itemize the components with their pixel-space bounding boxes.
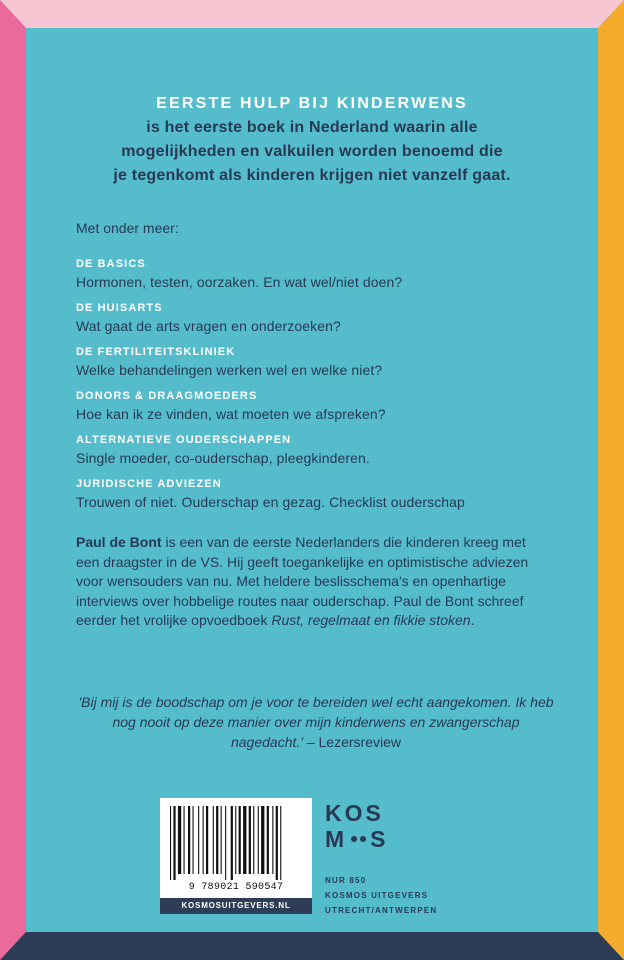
topic-donors	[76, 388, 556, 425]
bio-end: .	[470, 612, 475, 629]
list-lead: Met onder meer:	[76, 220, 179, 236]
barcode-box	[160, 798, 312, 912]
topic-description: Hoe kan ik ze vinden, wat moeten we afspreken?	[76, 406, 386, 422]
intro-text	[52, 116, 572, 188]
logo-line-1: KOS	[325, 800, 384, 826]
intro-line: is het eerste boek in Nederland waarin alle	[146, 119, 478, 136]
barcode-bar	[258, 806, 259, 874]
topic-description: Hormonen, testen, oorzaken. En wat wel/niet doen?	[76, 274, 403, 290]
barcode-bar	[231, 806, 233, 880]
reader-quote	[76, 692, 556, 752]
barcode-bar	[239, 806, 241, 874]
topic-huisarts	[76, 300, 556, 337]
topic-basics	[76, 256, 556, 293]
barcode-bar	[249, 806, 251, 874]
barcode-bar	[280, 806, 281, 880]
bio-text: is een van de eerste Nederlanders die kinderen kreeg met een draagster in de VS. Hij geeft toegankelijke en optimistische adviezen voor wensouders van nu. Met heldere beslisschema's en openhartige interviews over hobbelige routes naar ouderschap. Paul de Bont schreef eerder het vrolijke opvoedboek	[76, 534, 529, 629]
barcode-bar	[276, 806, 278, 880]
barcode-bar	[225, 806, 226, 880]
intro-line: mogelijkheden en valkuilen worden benoemd die	[121, 143, 503, 160]
barcode-bar	[243, 806, 246, 874]
previous-book-title: Rust, regelmaat en fikkie stoken	[271, 612, 471, 629]
topic-title: DE HUISARTS	[76, 302, 163, 314]
barcode-bar	[213, 806, 214, 874]
topic-title: DONORS & DRAAGMOEDERS	[76, 390, 258, 402]
topic-description: Single moeder, co-ouderschap, pleegkinderen.	[76, 450, 370, 466]
topic-juridische-adviezen	[76, 476, 556, 513]
topic-alternatieve-ouderschappen	[76, 432, 556, 469]
barcode-bar	[272, 806, 273, 874]
barcode-bar	[198, 806, 199, 874]
barcode-bar	[178, 806, 181, 874]
website-label: KOSMOSUITGEVERS.NL	[160, 898, 312, 914]
topic-title: JURIDISCHE ADVIEZEN	[76, 478, 222, 490]
barcode-bar	[193, 806, 194, 874]
nur-code: NUR 850	[325, 876, 367, 885]
barcode-bar	[170, 806, 171, 880]
author-bio	[76, 533, 546, 631]
barcode-bar	[203, 806, 204, 874]
barcode-bar	[216, 806, 218, 874]
topic-title: DE FERTILITEITSKLINIEK	[76, 346, 236, 358]
topic-title: DE BASICS	[76, 258, 146, 270]
barcode-bar	[267, 806, 269, 874]
intro-line: je tegenkomt als kinderen krijgen niet vanzelf gaat.	[113, 167, 511, 184]
topic-list	[76, 256, 556, 520]
kosmos-logo	[325, 800, 395, 860]
barcode-bars	[170, 806, 302, 880]
publisher-name: KOSMOS UITGEVERS	[325, 891, 429, 900]
barcode-bar	[235, 806, 236, 874]
barcode-bar	[221, 806, 222, 874]
isbn-number: 9 789021 590547	[188, 882, 284, 893]
topic-fertiliteitskliniek	[76, 344, 556, 381]
topic-description: Trouwen of niet. Ouderschap en gezag. Checklist ouderschap	[76, 494, 465, 510]
publisher-imprint	[325, 873, 437, 918]
topic-description: Wat gaat de arts vragen en onderzoeken?	[76, 318, 341, 334]
publisher-location: UTRECHT/ANTWERPEN	[325, 906, 438, 915]
quote-text: 'Bij mij is de boodschap om je voor te bereiden wel echt aangekomen. Ik heb nog nooit op deze manier over mijn kinderwens en zwangerschap nagedacht.'	[78, 694, 554, 750]
topic-title: ALTERNATIEVE OUDERSCHAPPEN	[76, 434, 292, 446]
intro-block	[52, 92, 572, 188]
topic-description: Welke behandelingen werken wel en welke niet?	[76, 362, 383, 378]
logo-dots	[351, 836, 366, 842]
barcode-bar	[184, 806, 185, 874]
book-title: EERSTE HULP BIJ KINDERWENS	[156, 95, 468, 112]
logo-line-2: M S	[325, 826, 389, 852]
quote-source: – Lezersreview	[302, 734, 401, 750]
barcode-bar	[261, 806, 264, 874]
barcode-bar	[173, 806, 175, 880]
author-name: Paul de Bont	[76, 534, 162, 550]
barcode-bar	[206, 806, 208, 874]
barcode-bar	[253, 806, 254, 874]
barcode-bar	[188, 806, 190, 874]
